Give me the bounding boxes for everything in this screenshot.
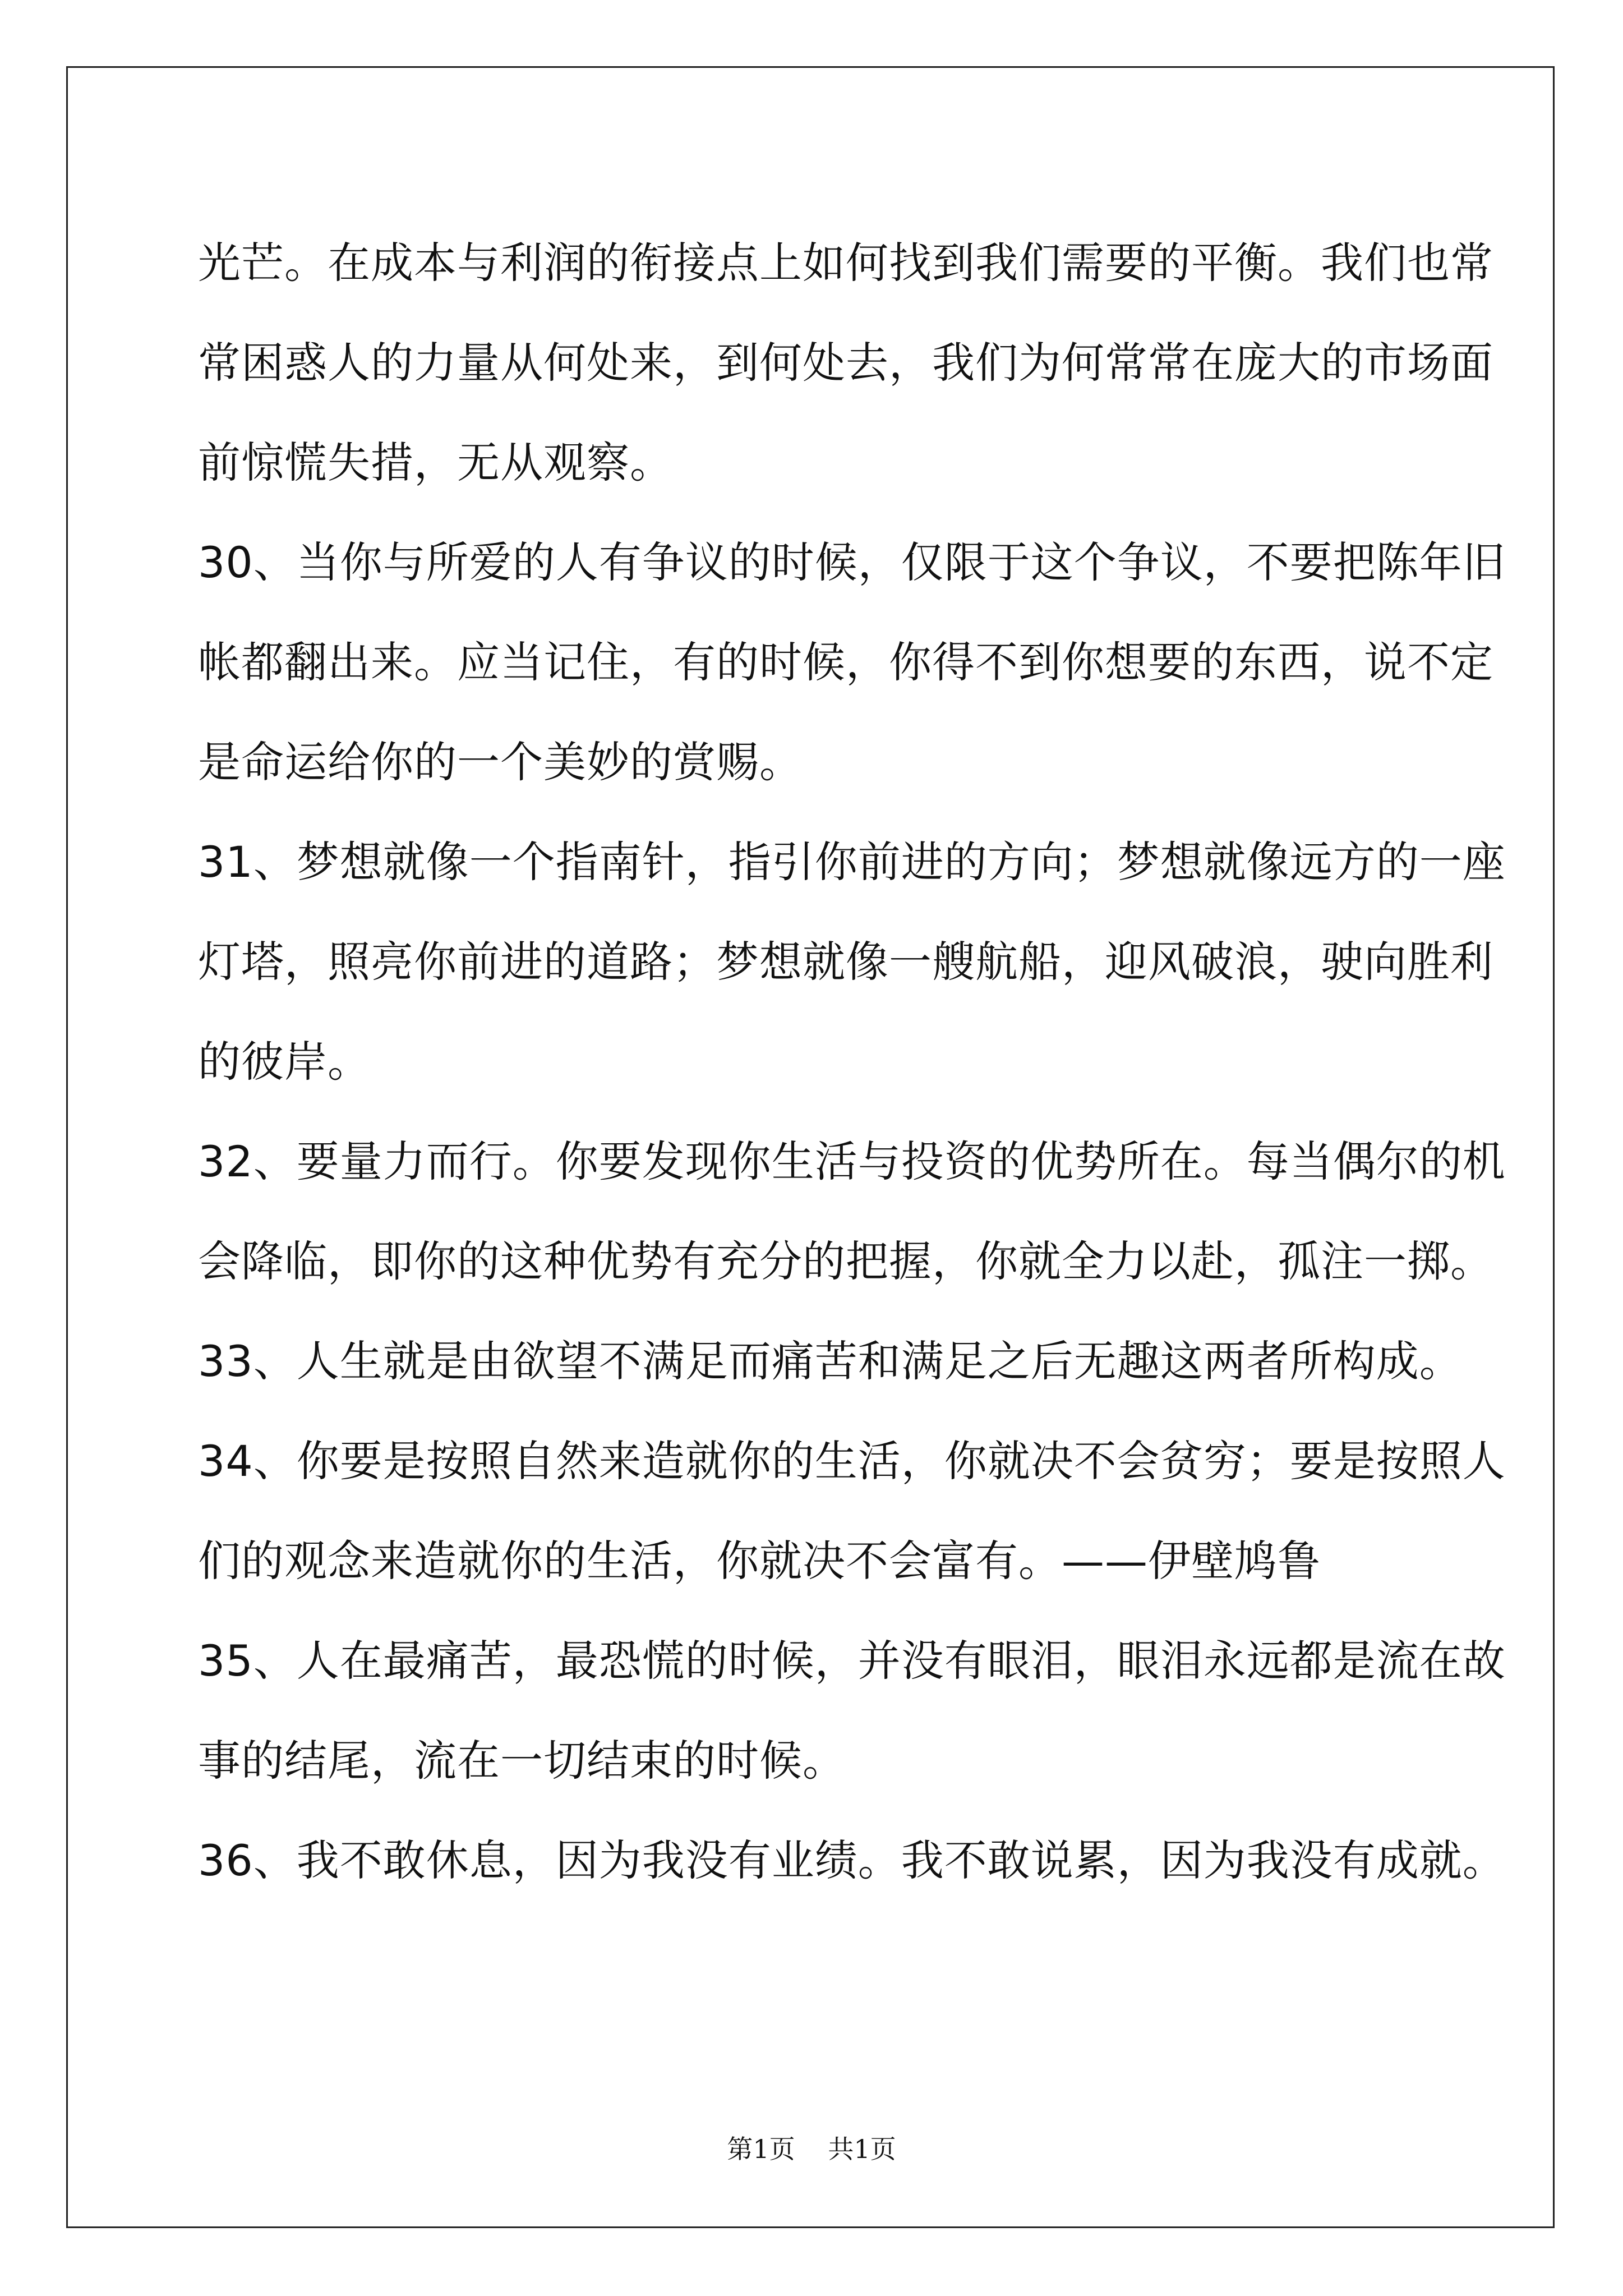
text-line: 的彼岸。: [198, 1037, 371, 1087]
page-footer: [0, 2129, 1623, 2166]
text-line: 32、要量力而行。你要发现你生活与投资的优势所在。每当偶尔的机: [198, 1137, 1506, 1186]
text-line: 是命运给你的一个美妙的赏赐。: [198, 737, 803, 787]
document-body: [198, 213, 1506, 1911]
text-line: 帐都翻出来。应当记住，有的时候，你得不到你想要的东西，说不定: [198, 637, 1493, 687]
text-line: 灯塔，照亮你前进的道路；梦想就像一艘航船，迎风破浪，驶向胜利: [198, 937, 1493, 987]
text-line: 36、我不敢休息，因为我没有业绩。我不敢说累，因为我没有成就。: [198, 1835, 1506, 1885]
text-line: 33、人生就是由欲望不满足而痛苦和满足之后无趣这两者所构成。: [198, 1336, 1463, 1386]
text-line: 30、当你与所爱的人有争议的时候，仅限于这个争议，不要把陈年旧: [198, 537, 1506, 587]
text-line: 常困惑人的力量从何处来，到何处去，我们为何常常在庞大的市场面: [198, 338, 1493, 388]
text-line: 34、你要是按照自然来造就你的生活，你就决不会贫穷；要是按照人: [198, 1436, 1506, 1486]
page-number: 第1页: [727, 2134, 795, 2164]
text-line: 事的结尾，流在一切结束的时候。: [198, 1736, 846, 1786]
page-total: 共1页: [828, 2134, 896, 2164]
text-line: 们的观念来造就你的生活，你就决不会富有。——伊壁鸠鲁: [198, 1536, 1321, 1586]
text-line: 光芒。在成本与利润的衔接点上如何找到我们需要的平衡。我们也常: [198, 238, 1493, 288]
text-line: 31、梦想就像一个指南针，指引你前进的方向；梦想就像远方的一座: [198, 837, 1506, 887]
text-line: 前惊慌失措，无从观察。: [198, 438, 673, 487]
text-line: 会降临，即你的这种优势有充分的把握，你就全力以赴，孤注一掷。: [198, 1236, 1493, 1286]
text-line: 35、人在最痛苦，最恐慌的时候，并没有眼泪，眼泪永远都是流在故: [198, 1636, 1506, 1686]
